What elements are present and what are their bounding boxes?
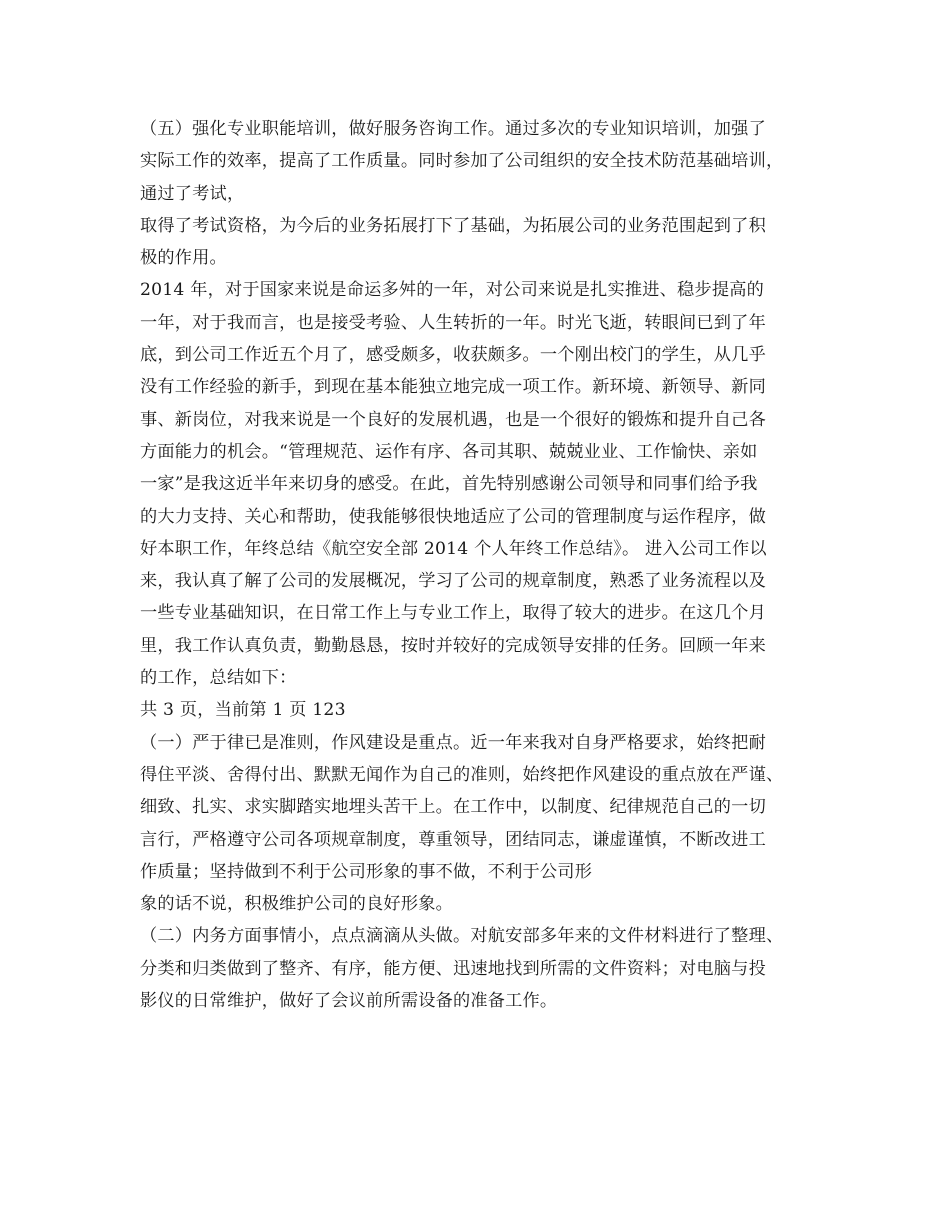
text-line: 事、新岗位，对我来说是一个良好的发展机遇，也是一个很好的锻炼和提升自己各 [140,409,766,430]
text-line: （二）内务方面事情小，点点滴滴从头做。对航安部多年来的文件材料进行了整理、 [140,926,784,947]
text-line: 里，我工作认真负责，勤勤恳恳，按时并较好的完成领导安排的任务。回顾一年来 [140,635,766,656]
document-body [140,113,830,1017]
text-line: 来，我认真了解了公司的发展概况，学习了公司的规章制度，熟悉了业务流程以及 [140,571,766,592]
text-line: 实际工作的效率，提高了工作质量。同时参加了公司组织的安全技术防范基础培训， [140,151,784,172]
text-line: 的工作，总结如下： [140,668,297,689]
text-line: 取得了考试资格，为今后的业务拓展打下了基础，为拓展公司的业务范围起到了积 [140,215,766,236]
text-line: 分类和归类做到了整齐、有序，能方便、迅速地找到所需的文件资料；对电脑与投 [140,958,766,979]
text-line: （五）强化专业职能培训，做好服务咨询工作。通过多次的专业知识培训，加强了 [140,119,766,139]
text-line: 细致、扎实、求实脚踏实地埋头苦干上。在工作中，以制度、纪律规范自己的一切 [140,797,766,818]
text-line: 底，到公司工作近五个月了，感受颇多，收获颇多。一个刚出校门的学生，从几乎 [140,345,766,366]
text-line: 象的话不说，积极维护公司的良好形象。 [140,894,453,915]
text-line: 得住平淡、舍得付出、默默无闻作为自己的准则，始终把作风建设的重点放在严谨、 [140,764,784,785]
text-line: 作质量；坚持做到不利于公司形象的事不做，不利于公司形 [140,861,593,882]
text-line: （一）严于律已是准则，作风建设是重点。近一年来我对自身严格要求，始终把耐 [140,732,766,753]
text-line: 好本职工作，年终总结《航空安全部 2014 个人年终工作总结》。 进入公司工作以 [140,538,767,559]
text-line: 一家”是我这近半年来切身的感受。在此，首先特别感谢公司领导和同事们给予我 [140,474,758,495]
text-line: 言行，严格遵守公司各项规章制度，尊重领导，团结同志，谦虚谨慎，不断改进工 [140,829,766,850]
text-line: 一年，对于我而言，也是接受考验、人生转折的一年。时光飞逝，转眼间已到了年 [140,312,766,333]
text-line: 一些专业基础知识，在日常工作上与专业工作上，取得了较大的进步。在这几个月 [140,603,766,624]
text-line: 的大力支持、关心和帮助，使我能够很快地适应了公司的管理制度与运作程序，做 [140,506,766,527]
text-line: 影仪的日常维护，做好了会议前所需设备的准备工作。 [140,991,558,1012]
text-line: 方面能力的机会。“管理规范、运作有序、各司其职、兢兢业业、工作愉快、亲如 [140,441,758,462]
text-line: 极的作用。 [140,248,227,269]
text-line: 共 3 页，当前第 1 页 123 [140,700,346,721]
text-line: 2014 年，对于国家来说是命运多舛的一年，对公司来说是扎实推进、稳步提高的 [140,280,764,301]
text-line: 没有工作经验的新手，到现在基本能独立地完成一项工作。新环境、新领导、新同 [140,377,766,398]
text-line: 通过了考试， [140,183,245,204]
